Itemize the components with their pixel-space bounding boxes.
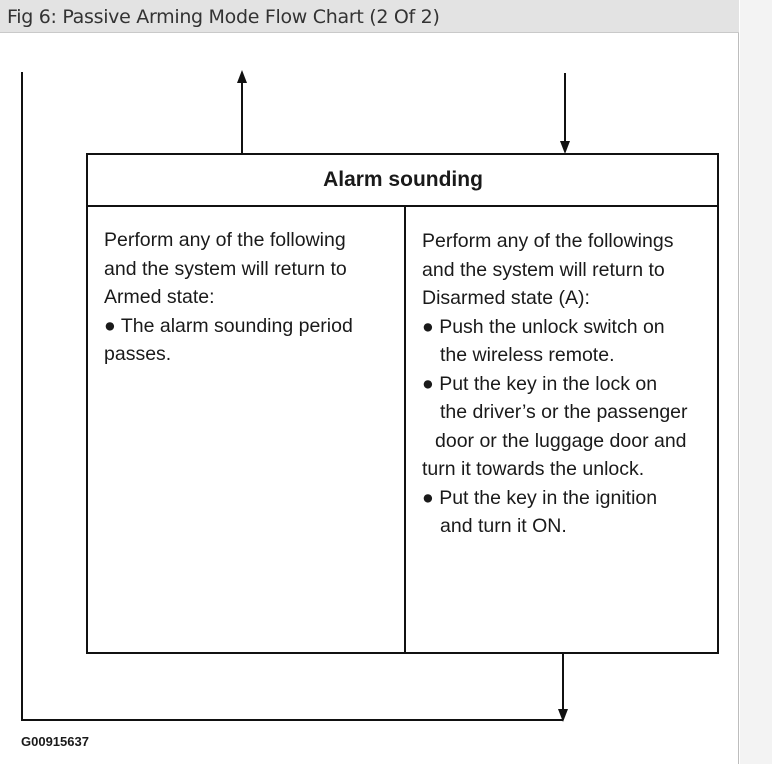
armed-instructions <box>104 226 353 369</box>
bullet-line: ● Put the key in the lock on <box>422 372 658 395</box>
figure-id: G00915637 <box>21 734 89 749</box>
text-line: door or the luggage door and <box>435 429 687 452</box>
text-line: Disarmed state (A): <box>422 287 590 309</box>
figure-title: Fig 6: Passive Arming Mode Flow Chart (2 Of 2) <box>7 6 440 28</box>
text-line: the driver’s or the passenger <box>440 401 688 423</box>
text-line: and turn it ON. <box>440 515 567 537</box>
disarmed-instructions <box>422 227 688 541</box>
up-arrow-head <box>237 70 247 83</box>
text-line: Perform any of the followings <box>422 230 674 252</box>
bullet-line: ● Put the key in the ignition <box>422 486 658 509</box>
text-line: and the system will return to <box>422 258 665 281</box>
text-line: Perform any of the following <box>104 229 346 251</box>
text-line: turn it towards the unlock. <box>422 458 645 480</box>
text-line: passes. <box>104 343 172 365</box>
text-line: and the system will return to <box>104 257 347 280</box>
alarm-heading: Alarm sounding <box>323 168 483 191</box>
text-line: Armed state: <box>104 286 215 308</box>
bullet-line: ● Push the unlock switch on <box>422 315 665 338</box>
down-arrow-in-head <box>560 141 570 154</box>
text-line: the wireless remote. <box>440 344 615 366</box>
bullet-line: ● The alarm sounding period <box>104 314 353 337</box>
